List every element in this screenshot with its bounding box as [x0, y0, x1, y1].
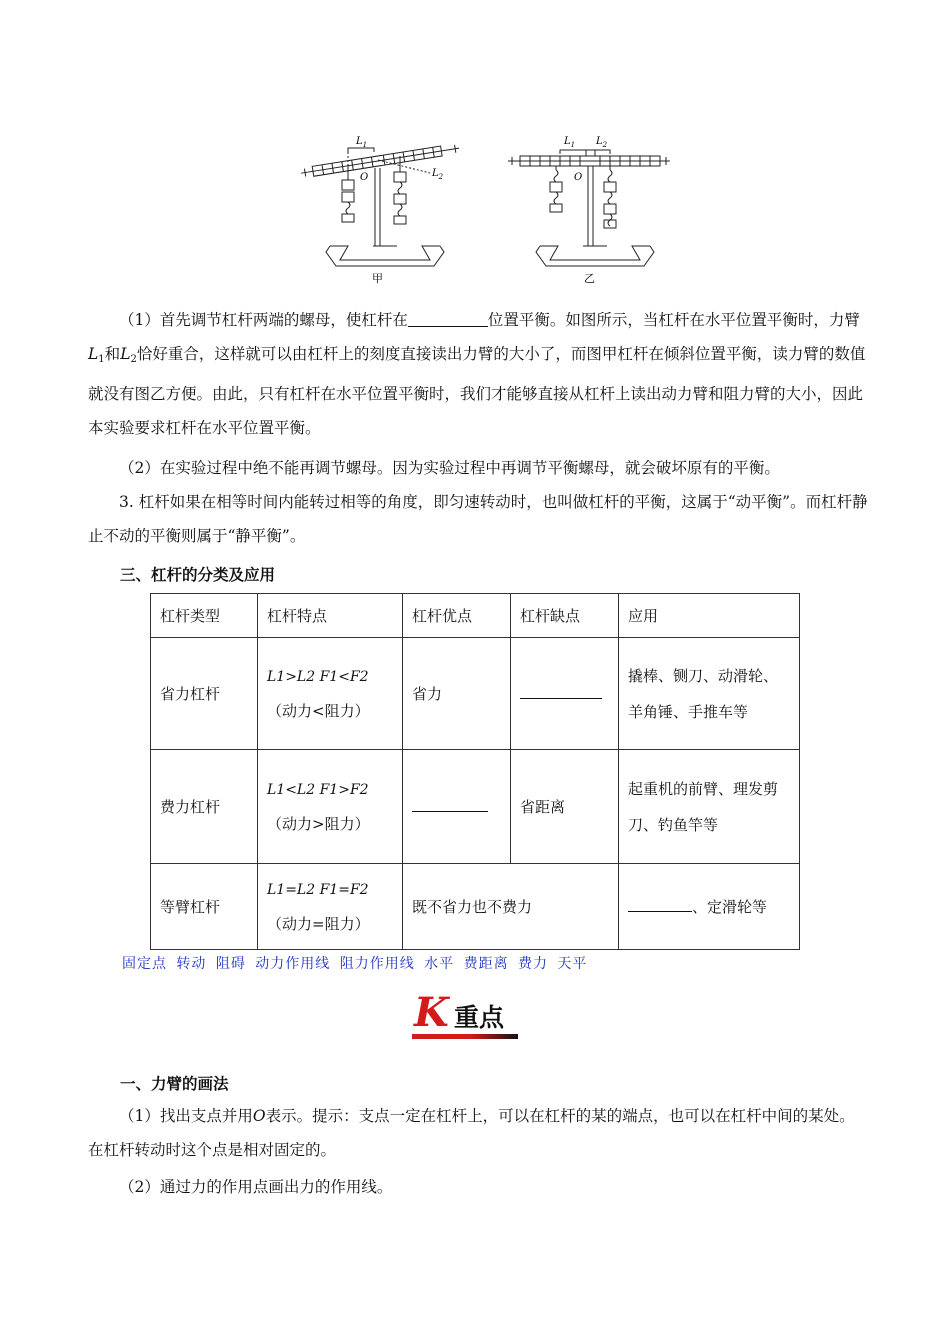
lever-diagram-yi — [508, 150, 670, 266]
lever-feature: L1<L2 F1>F2 （动力>阻力） — [258, 750, 403, 864]
table-header-row — [151, 594, 800, 638]
paragraph-find-pivot: （1）找出支点并用O表示。提示：支点一定在杠杆上，可以在杠杆的某的端点，也可以在杠杆中间的某处。在杠杆转动时这个点是相对固定的。 — [88, 1107, 855, 1159]
lever-application: 、定滑轮等 — [619, 864, 800, 950]
paragraph-balance-adjust: （1）首先调节杠杆两端的螺母，使杠杆在 位置平衡。如图所示，当杠杆在水平位置平衡时，力臂$L_1$和$L_2$恰好重合，这样就可以由杠杆上的刻度直接读出力臂的大小了，而图甲杠杆在倾斜位置平衡，读力臂的数值就没有图乙方便。由此，只有杠杆在水平位置平衡时，我们才能够直接从杠杆上读出动力臂和阻力臂的大小，因此本实验要求杠杆在水平位置平衡。 — [88, 311, 866, 437]
lever-classification-table — [150, 593, 800, 950]
paragraph-dynamic-balance: 3. 杠杆如果在相等时间内能转过相等的角度，即匀速转动时，也叫做杠杆的平衡，这属于“动平衡”。而杠杆静止不动的平衡则属于“静平衡”。 — [88, 493, 868, 545]
answer-blank — [628, 910, 692, 912]
lever-application: 起重机的前臂、理发剪刀、钓鱼竿等 — [619, 750, 800, 864]
lever-application: 撬棒、铡刀、动滑轮、羊角锤、手推车等 — [619, 638, 800, 750]
lever-figure — [290, 128, 680, 288]
key-points-badge — [412, 988, 520, 1042]
lever-advantage: 省力 — [403, 638, 511, 750]
l1-label-yi: $L_1$ — [564, 136, 576, 149]
figure-label-yi: 乙 — [584, 272, 595, 285]
l2-label-jia: $L_2$ — [432, 168, 444, 181]
lever-diagram-jia — [300, 143, 460, 266]
answer-blank — [412, 810, 488, 812]
lever-advantage — [403, 750, 511, 864]
lever-type: 等臂杠杆 — [151, 864, 258, 950]
pivot-label-yi: O — [574, 172, 583, 183]
table-row — [151, 638, 800, 750]
paragraph-no-adjust: （2）在实验过程中绝不能再调节螺母。因为实验过程中再调节平衡螺母，就会破坏原有的平衡。 — [119, 459, 780, 477]
lever-feature: L1>L2 F1<F2 （动力<阻力） — [258, 638, 403, 750]
answer-key: 固定点 转动 阻碍 动力作用线 阻力作用线 水平 费距离 费力 天平 — [122, 956, 588, 972]
table-header-cell: 杠杆缺点 — [511, 594, 619, 638]
l2-label-yi: $L_2$ — [596, 136, 608, 149]
table-header-cell: 杠杆特点 — [258, 594, 403, 638]
table-row — [151, 864, 800, 950]
table-header-cell: 杠杆优点 — [403, 594, 511, 638]
badge-letter: K — [414, 989, 449, 1036]
table-row — [151, 750, 800, 864]
badge-graphic — [412, 988, 520, 1042]
lever-advantage: 既不省力也不费力 — [403, 864, 619, 950]
section-title-lever-arm: 一、力臂的画法 — [120, 1075, 229, 1093]
section-title-classification: 三、杠杆的分类及应用 — [120, 566, 276, 584]
figure-label-jia: 甲 — [372, 272, 383, 285]
l1-label-jia: $L_1$ — [356, 136, 368, 149]
pivot-label-jia: O — [360, 172, 369, 183]
table-header-cell: 杠杆类型 — [151, 594, 258, 638]
lever-disadvantage: 省距离 — [511, 750, 619, 864]
paragraph-line-of-action: （2）通过力的作用点画出力的作用线。 — [119, 1178, 393, 1196]
answer-blank — [520, 697, 602, 699]
lever-type: 省力杠杆 — [151, 638, 258, 750]
table-header-cell: 应用 — [619, 594, 800, 638]
badge-text: 重点 — [454, 1003, 505, 1032]
answer-blank — [408, 310, 488, 327]
lever-type: 费力杠杆 — [151, 750, 258, 864]
lever-disadvantage — [511, 638, 619, 750]
lever-feature: L1=L2 F1=F2 （动力=阻力） — [258, 864, 403, 950]
